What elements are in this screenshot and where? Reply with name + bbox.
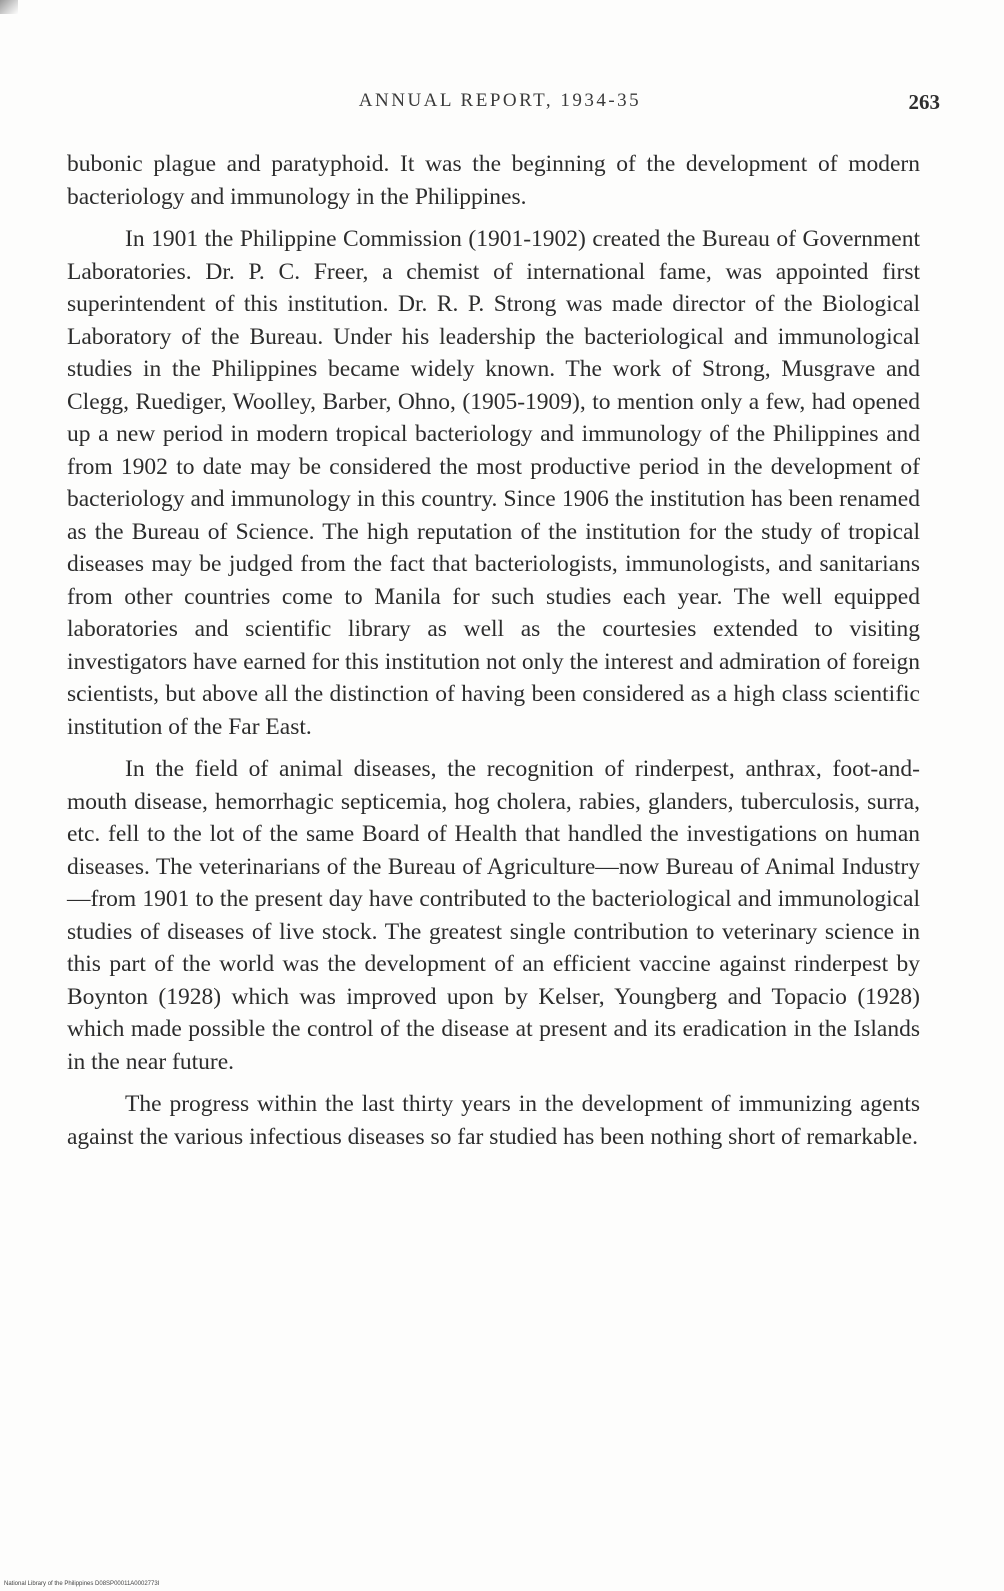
body-text [67, 148, 920, 1163]
running-head: ANNUAL REPORT, 1934-35 [358, 90, 642, 111]
paragraph-continued: bubonic plague and paratyphoid. It was the beginning of the development of modern bacteriology and immunology in the Philippines. [67, 151, 920, 210]
page-number: 263 [908, 90, 940, 114]
footer-credit: National Library of the Philippines D08SP00011A0002773I [4, 1581, 160, 1587]
paragraph-bureau-of-science: In 1901 the Philippine Commission (1901-1902) created the Bureau of Government Laboratories. Dr. P. C. Freer, a chemist of international fame, was appointed first superintendent of this institution. Dr. R. P. Strong was made director of the Biological Laboratory of the Bureau. Under his leadership the bacteriological and immunological studies in the Philippines became widely known. The work of Strong, Musgrave and Clegg, Ruediger, Woolley, Barber, Ohno, (1905-1909), to mention only a few, had opened up a new period in modern tropical bacteriology and immunology of the Philippines and from 1902 to date may be considered the most productive period in the development of bacteriology and immunology in this country. Since 1906 the institution has been renamed as the Bureau of Science. The high reputation of the institution for the study of tropical diseases may be judged from the fact that bacteriologists, immunologists, and sanitarians from other countries come to Manila for such studies each year. The well equipped laboratories and scientific library as well as the courtesies extended to visiting investigators have earned for this institution not only the interest and admiration of foreign scientists, but above all the distinction of having been considered as a high class scientific institution of the Far East. [67, 226, 920, 740]
scan-corner-artifact [0, 0, 18, 14]
paragraph-animal-diseases: In the field of animal diseases, the recognition of rinderpest, anthrax, foot-and-mouth disease, hemorrhagic septicemia, hog cholera, rabies, glanders, tuberculosis, surra, etc. fell to the lot of the same Board of Health that handled the investigations on human diseases. The veterinarians of the Bureau of Agriculture—now Bureau of Animal Industry—from 1901 to the present day have contributed to the bacteriological and immunological studies of diseases of live stock. The greatest single contribution to veterinary science in this part of the world was the development of an efficient vaccine against rinderpest by Boynton (1928) which was improved upon by Kelser, Youngberg and Topacio (1928) which made possible the control of the disease at present and its eradication in the Islands in the near future. [67, 756, 920, 1075]
paragraph-progress: The progress within the last thirty years in the development of immunizing agents against the various infectious diseases so far studied has been nothing short of remarkable. [67, 1091, 920, 1150]
page-header [60, 90, 940, 120]
